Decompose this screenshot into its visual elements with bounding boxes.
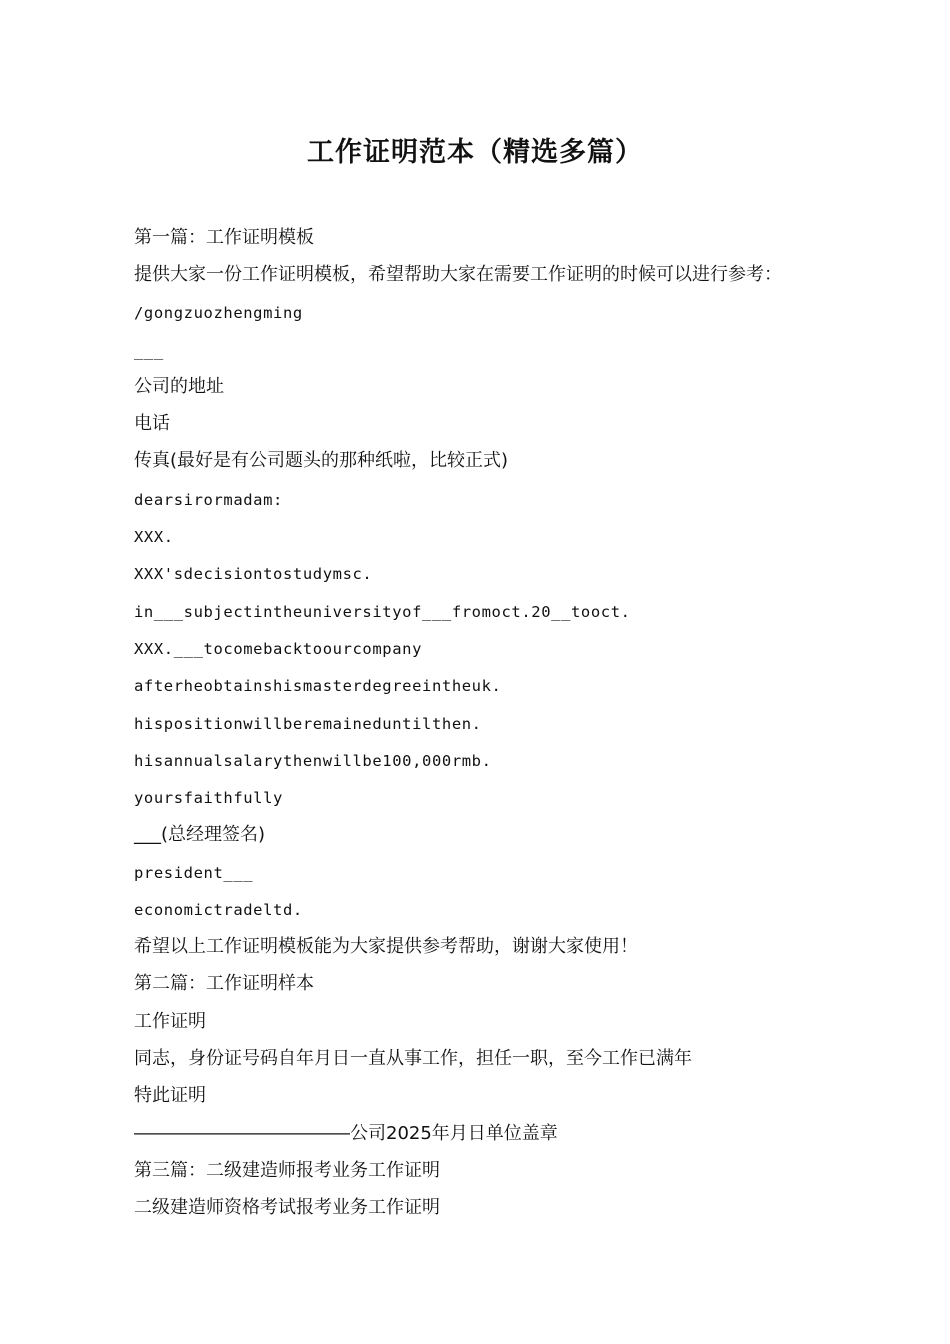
letter-line: afterheobtainshismasterdegreeintheuk. [134, 677, 502, 695]
letter-line: XXX. [134, 528, 174, 546]
letter-line: hispositionwillberemaineduntilthen. [134, 715, 482, 733]
letter-line: in___subjectintheuniversityof___fromoct.20__tooct. [134, 603, 631, 621]
closing-paragraph: 希望以上工作证明模板能为大家提供参考帮助，谢谢大家使用！ [134, 936, 638, 957]
section-heading-1: 第一篇：工作证明模板 [134, 227, 314, 248]
url-path-text: /gongzuozhengming [134, 304, 303, 322]
exam-certificate-title: 二级建造师资格考试报考业务工作证明 [134, 1197, 440, 1218]
signature-line: ___(总经理签名) [134, 824, 266, 845]
intro-paragraph: 提供大家一份工作证明模板，希望帮助大家在需要工作证明的时候可以进行参考： [134, 264, 782, 285]
company-address-line: 公司的地址 [134, 376, 224, 397]
certificate-statement: 特此证明 [134, 1085, 206, 1106]
president-line: president___ [134, 864, 254, 882]
letter-line: hisannualsalarythenwillbe100,000rmb. [134, 752, 492, 770]
blank-underline: ___ [134, 342, 164, 360]
certificate-body: 同志，身份证号码自年月日一直从事工作，担任一职，至今工作已满年 [134, 1048, 692, 1069]
letter-line: XXX'sdecisiontostudymsc. [134, 565, 373, 583]
letter-salutation: dearsirormadam: [134, 491, 283, 509]
company-stamp-line: ――――――――――――公司2025年月日单位盖章 [134, 1123, 558, 1144]
section-heading-3: 第三篇：二级建造师报考业务工作证明 [134, 1160, 440, 1181]
section-heading-2: 第二篇：工作证明样本 [134, 973, 314, 994]
fax-line: 传真(最好是有公司题头的那种纸啦，比较正式) [134, 450, 509, 471]
certificate-title: 工作证明 [134, 1011, 206, 1032]
letter-line: XXX.___tocomebacktoourcompany [134, 640, 423, 658]
letter-closing: yoursfaithfully [134, 789, 283, 807]
phone-line: 电话 [134, 413, 170, 434]
company-name-line: economictradeltd. [134, 901, 303, 919]
document-title: 工作证明范本（精选多篇） [307, 137, 643, 168]
